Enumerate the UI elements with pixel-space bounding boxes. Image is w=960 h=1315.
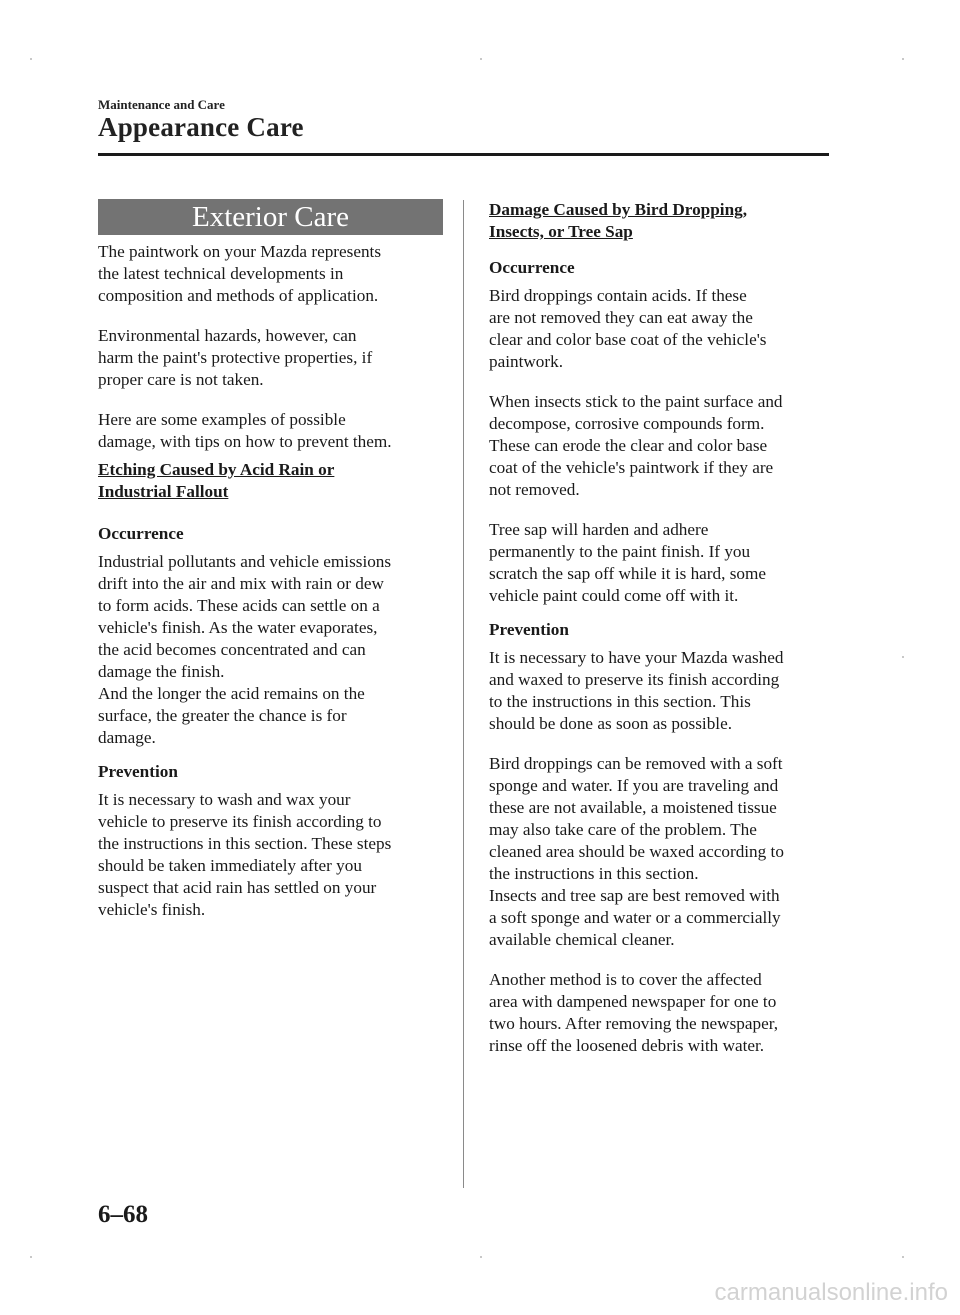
acid-occurrence-label: Occurrence xyxy=(98,524,184,543)
right-column xyxy=(489,199,834,1075)
page-title: Appearance Care xyxy=(98,112,304,142)
crop-mark xyxy=(480,1256,482,1258)
left-column xyxy=(98,199,443,939)
crop-mark xyxy=(30,58,32,60)
acid-prevention-text: It is necessary to wash and wax your vehicle to preserve its finish according to the instructions in this section. These steps should be taken immediately after you suspect that acid rain has settled on your vehicle's finish. xyxy=(98,790,392,919)
page-number: 6–68 xyxy=(98,1201,148,1228)
bird-occurrence-paragraph: Tree sap will harden and adhere permanently to the paint finish. If you scratch the sap off while it is hard, some vehicle paint could come off with it. xyxy=(489,520,766,605)
bird-prevention-paragraph: It is necessary to have your Mazda washed and waxed to preserve its finish according to the instructions in this section. This should be done as soon as possible. xyxy=(489,648,784,733)
crop-mark xyxy=(480,58,482,60)
title-rule xyxy=(98,153,829,156)
intro-paragraph: The paintwork on your Mazda represents the latest technical developments in composition and methods of application. xyxy=(98,242,382,305)
crop-mark xyxy=(902,656,904,658)
bird-prevention-paragraph: Bird droppings can be removed with a soft sponge and water. If you are traveling and these are not available, a moistened tissue may also take care of the problem. The cleaned area should be waxed according to the instructions in this section. Insects and tree sap are best removed with a soft sponge and water or a commercially available chemical cleaner. xyxy=(489,754,784,949)
acid-rain-heading: Etching Caused by Acid Rain or Industrial Fallout xyxy=(98,460,335,501)
section-label: Maintenance and Care xyxy=(98,97,225,112)
bird-prevention-label: Prevention xyxy=(489,620,569,639)
site-watermark: carmanualsonline.info xyxy=(714,1279,948,1306)
bird-occurrence-paragraph: When insects stick to the paint surface and decompose, corrosive compounds form. These can erode the clear and color base coat of the vehicle's paintwork if they are not removed. xyxy=(489,392,783,499)
crop-mark xyxy=(30,1256,32,1258)
intro-paragraph: Here are some examples of possible damage, with tips on how to prevent them. xyxy=(98,410,392,451)
acid-prevention-label: Prevention xyxy=(98,762,178,781)
bird-occurrence-paragraph: Bird droppings contain acids. If these are not removed they can eat away the clear and color base coat of the vehicle's paintwork. xyxy=(489,286,767,371)
intro-paragraph: Environmental hazards, however, can harm the paint's protective properties, if proper care is not taken. xyxy=(98,326,373,389)
crop-mark xyxy=(902,1256,904,1258)
column-divider xyxy=(463,200,464,1188)
bird-prevention-paragraph: Another method is to cover the affected area with dampened newspaper for one to two hours. After removing the newspaper, rinse off the loosened debris with water. xyxy=(489,970,779,1055)
crop-mark xyxy=(902,58,904,60)
bird-occurrence-label: Occurrence xyxy=(489,258,575,277)
acid-occurrence-text: Industrial pollutants and vehicle emissions drift into the air and mix with rain or dew to form acids. These acids can settle on a vehicle's finish. As the water evaporates, the acid becomes concentrated and can damage the finish. And the longer the acid remains on the surface, the greater the chance is for damage. xyxy=(98,552,392,747)
bird-dropping-heading: Damage Caused by Bird Dropping, Insects, or Tree Sap xyxy=(489,200,748,241)
exterior-care-banner: Exterior Care xyxy=(98,199,443,235)
